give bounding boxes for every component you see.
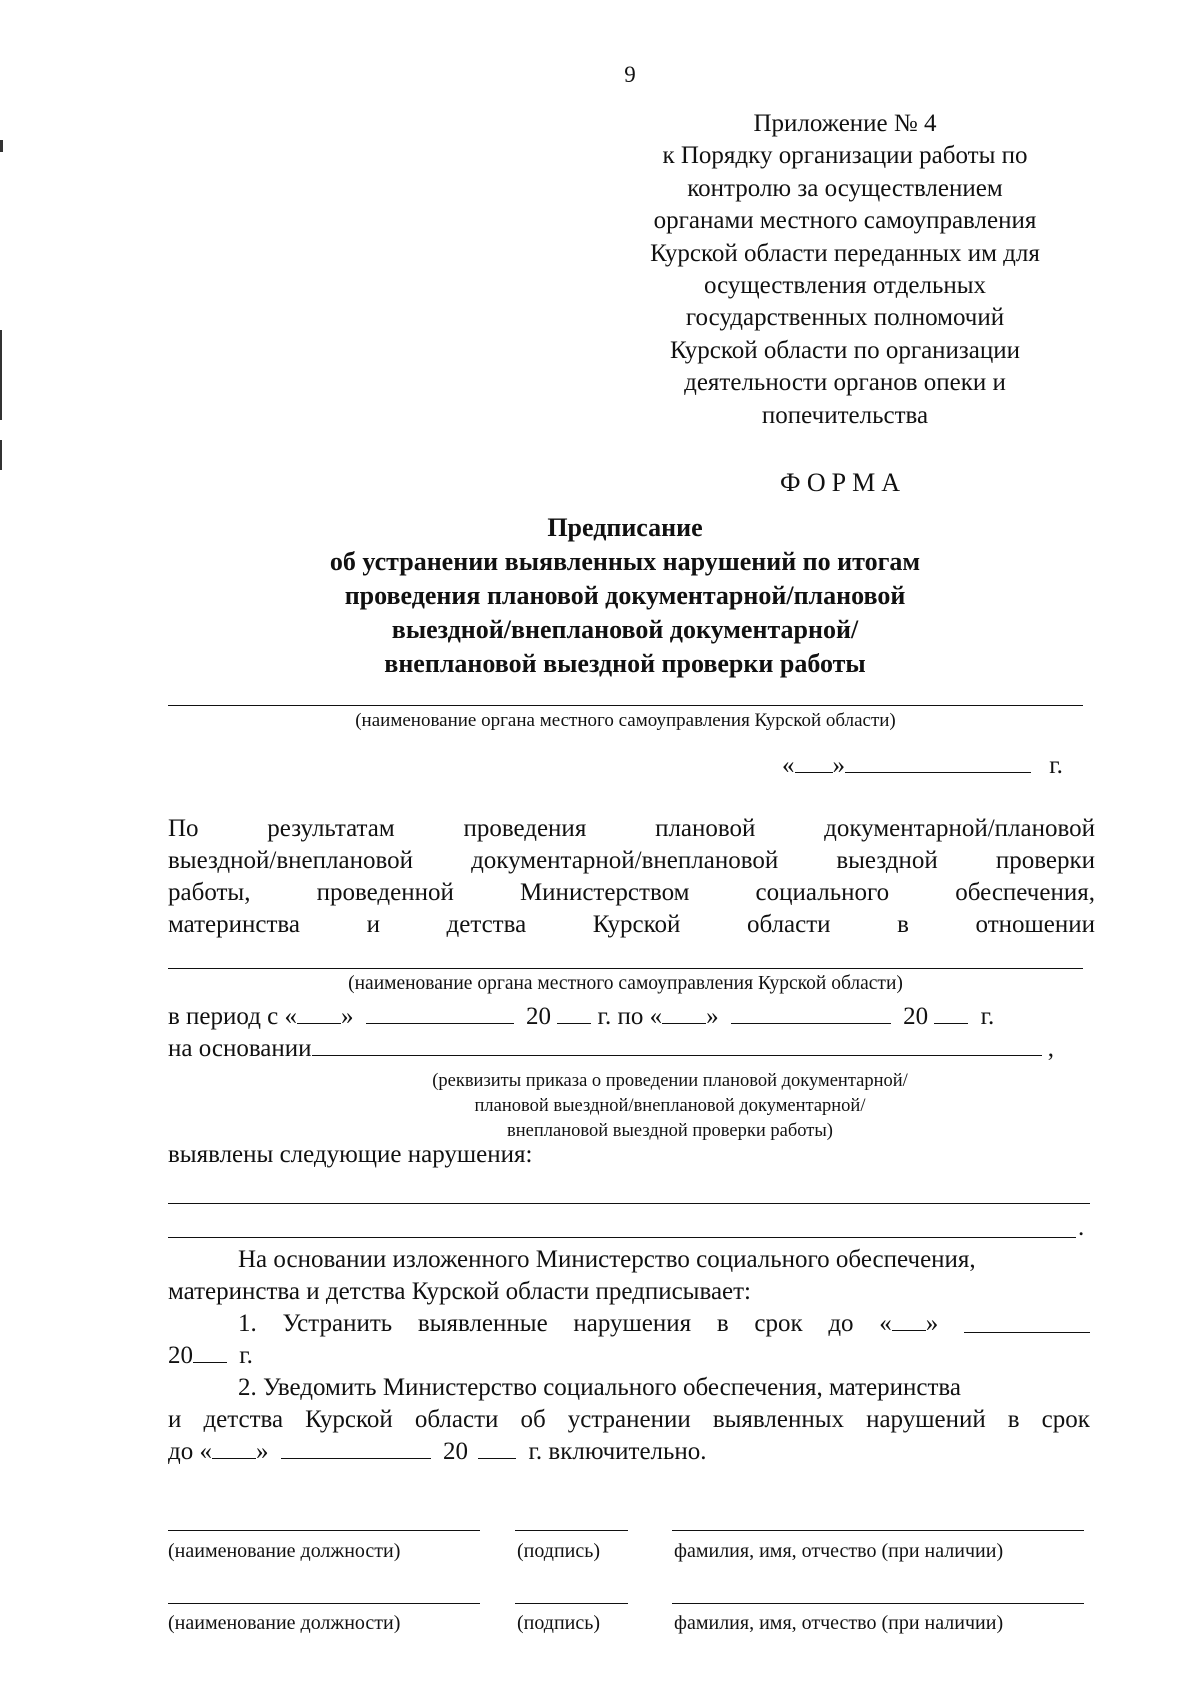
signature-sign-caption: (подпись) bbox=[517, 1540, 601, 1562]
basis-caption-line: внеплановой выездной проверки работы) bbox=[507, 1121, 833, 1141]
item-1-year-line bbox=[168, 1342, 253, 1370]
item-2-word: срок bbox=[1041, 1406, 1090, 1433]
date-month-year-field[interactable] bbox=[845, 771, 1031, 773]
signature-name-caption-2: фамилия, имя, отчество (при наличии) bbox=[674, 1612, 1004, 1634]
period-from-month-field[interactable] bbox=[366, 1022, 514, 1024]
period-from-day-field[interactable] bbox=[297, 1022, 341, 1024]
item-1-close-quote: » bbox=[925, 1310, 939, 1337]
basis-caption-line: плановой выездной/внеплановой документарной/ bbox=[474, 1096, 866, 1116]
date-line bbox=[782, 752, 1063, 780]
item-1-date bbox=[879, 1310, 938, 1338]
period-to-day-field[interactable] bbox=[662, 1022, 706, 1024]
item-1-word: Устранить bbox=[282, 1310, 393, 1337]
body-word: плановой bbox=[655, 815, 756, 842]
item-2-word: устранении bbox=[567, 1406, 691, 1433]
signature-position-field[interactable] bbox=[168, 1530, 480, 1531]
item-2-word: детства bbox=[203, 1406, 284, 1433]
title-line: выездной/внеплановой документарной/ bbox=[391, 615, 859, 644]
body-word: материнства bbox=[168, 911, 300, 938]
item-2-word: выявленных bbox=[712, 1406, 845, 1433]
period-year-1: 20 bbox=[526, 1003, 552, 1030]
signature-name-field[interactable] bbox=[672, 1530, 1084, 1531]
body-word: выездной bbox=[836, 847, 938, 874]
item-2-prefix: до « bbox=[168, 1438, 212, 1465]
period-to-year-field[interactable] bbox=[934, 1022, 968, 1024]
page-number: 9 bbox=[624, 62, 636, 87]
appendix-line: осуществления отдельных bbox=[703, 272, 987, 300]
appendix-line: Курской области по организации bbox=[669, 336, 1021, 364]
body-line-4 bbox=[168, 911, 1095, 939]
period-close-quote-2: » bbox=[706, 1003, 719, 1030]
signature-name-caption: фамилия, имя, отчество (при наличии) bbox=[674, 1540, 1004, 1562]
period-from-year-field[interactable] bbox=[557, 1022, 591, 1024]
body-word: в bbox=[897, 911, 909, 938]
signature-position-caption: (наименование должности) bbox=[168, 1540, 401, 1562]
org-name-caption: (наименование органа местного самоуправления Курской области) bbox=[355, 710, 896, 731]
signature-name-field-2[interactable] bbox=[672, 1603, 1084, 1604]
appendix-line: к Порядку организации работы по bbox=[662, 142, 1028, 170]
body-word: документарной/внеплановой bbox=[471, 847, 779, 874]
body-word: проведенной bbox=[316, 879, 454, 906]
scan-mark bbox=[0, 440, 2, 470]
item-2-year: 20 bbox=[442, 1438, 468, 1465]
signature-sign-field[interactable] bbox=[515, 1530, 628, 1531]
item-2-close-quote: » bbox=[255, 1438, 269, 1465]
item-1-year-suffix: г. bbox=[239, 1342, 253, 1369]
appendix-line: Курской области переданных им для bbox=[650, 239, 1040, 267]
item-2-word: об bbox=[520, 1406, 546, 1433]
appendix-line: государственных полномочий bbox=[685, 304, 1005, 332]
scan-mark bbox=[0, 330, 2, 420]
item-1-open-quote: « bbox=[879, 1310, 892, 1337]
prescribes-line-2: материнства и детства Курской области предписывает: bbox=[168, 1278, 752, 1305]
violations-label: выявлены следующие нарушения: bbox=[168, 1141, 533, 1168]
appendix-line: деятельности органов опеки и bbox=[684, 369, 1006, 397]
item-2-year-field[interactable] bbox=[478, 1457, 516, 1459]
form-label: ФОРМА bbox=[780, 468, 906, 497]
org-name-field-2[interactable] bbox=[168, 968, 1083, 969]
item-1-word: в bbox=[716, 1310, 729, 1337]
appendix-line: Приложение № 4 bbox=[753, 110, 937, 137]
body-line-3 bbox=[168, 879, 1095, 907]
org-name-caption-2: (наименование органа местного самоуправления Курской области) bbox=[348, 973, 903, 994]
item-2-word: нарушений bbox=[866, 1406, 986, 1433]
basis-line bbox=[168, 1035, 1054, 1063]
body-word: и bbox=[366, 911, 380, 938]
body-line-1 bbox=[168, 815, 1095, 843]
body-word: работы, bbox=[168, 879, 251, 906]
basis-caption bbox=[320, 1069, 1020, 1144]
item-2-month-field[interactable] bbox=[281, 1457, 431, 1459]
item-1-word: до bbox=[828, 1310, 854, 1337]
violations-field-1[interactable] bbox=[168, 1203, 1090, 1204]
body-word: выездной/внеплановой bbox=[168, 847, 413, 874]
item-2-day-field[interactable] bbox=[212, 1457, 256, 1459]
item-2-line-2 bbox=[168, 1406, 1090, 1434]
item-2-word: Курской bbox=[305, 1406, 393, 1433]
item-2-word: в bbox=[1007, 1406, 1020, 1433]
period-to-month-field[interactable] bbox=[731, 1022, 891, 1024]
period-year-2: 20 bbox=[903, 1003, 929, 1030]
date-year-suffix: г. bbox=[1049, 752, 1063, 779]
item-1-word: срок bbox=[754, 1310, 803, 1337]
title-line: об устранении выявленных нарушений по итогам bbox=[329, 547, 921, 576]
item-2-line-1: 2. Уведомить Министерство социального обеспечения, материнства bbox=[238, 1374, 961, 1401]
item-1-word: выявленные bbox=[417, 1310, 548, 1337]
body-word: Министерством bbox=[519, 879, 690, 906]
item-2-line-3 bbox=[168, 1438, 707, 1466]
appendix-line: контролю за осуществлением bbox=[687, 174, 1003, 202]
signature-position-caption-2: (наименование должности) bbox=[168, 1612, 401, 1634]
title-line: внеплановой выездной проверки работы bbox=[384, 649, 866, 678]
body-line-2 bbox=[168, 847, 1095, 875]
date-open-quote: « bbox=[782, 752, 795, 779]
period-mid: г. по « bbox=[597, 1003, 663, 1030]
appendix-header bbox=[580, 108, 1110, 432]
title-line: Предписание bbox=[547, 513, 703, 542]
document-title bbox=[250, 511, 1000, 681]
title-line: проведения плановой документарной/плановой bbox=[344, 581, 906, 610]
item-2-word: и bbox=[168, 1406, 182, 1433]
item-1-day-field[interactable] bbox=[892, 1329, 926, 1331]
body-word: документарной/плановой bbox=[824, 815, 1095, 842]
violations-end: . bbox=[1078, 1214, 1085, 1241]
period-prefix: в период с « bbox=[168, 1003, 298, 1030]
body-word: По bbox=[168, 815, 199, 842]
appendix-line: попечительства bbox=[761, 401, 929, 429]
body-word: социального bbox=[755, 879, 890, 906]
signature-sign-field-2[interactable] bbox=[515, 1603, 628, 1604]
item-1-year-field[interactable] bbox=[193, 1361, 227, 1363]
item-1-word: нарушения bbox=[573, 1310, 692, 1337]
item-2-word: области bbox=[414, 1406, 499, 1433]
date-day-field[interactable] bbox=[795, 771, 833, 773]
signature-position-field-2[interactable] bbox=[168, 1603, 480, 1604]
body-word: обеспечения, bbox=[955, 879, 1095, 906]
item-1-line bbox=[238, 1310, 1090, 1338]
body-word: детства bbox=[446, 911, 527, 938]
period-line bbox=[168, 1003, 994, 1031]
item-2-suffix: г. включительно. bbox=[528, 1438, 707, 1465]
org-name-field[interactable] bbox=[168, 705, 1083, 706]
basis-field[interactable] bbox=[312, 1054, 1042, 1056]
prescribes-line-1: На основании изложенного Министерство социального обеспечения, bbox=[238, 1246, 976, 1273]
body-word: области bbox=[746, 911, 831, 938]
period-suffix: г. bbox=[980, 1003, 995, 1030]
date-close-quote: » bbox=[832, 752, 845, 779]
signature-sign-caption-2: (подпись) bbox=[517, 1612, 601, 1634]
basis-caption-line: (реквизиты приказа о проведении плановой документарной/ bbox=[432, 1071, 908, 1091]
item-1-month-field[interactable] bbox=[964, 1331, 1090, 1333]
period-close-quote: » bbox=[341, 1003, 354, 1030]
body-word: проведения bbox=[463, 815, 587, 842]
body-word: отношении bbox=[975, 911, 1095, 938]
item-1-word: 1. bbox=[238, 1310, 257, 1337]
appendix-line: органами местного самоуправления bbox=[653, 207, 1037, 235]
body-word: Курской bbox=[592, 911, 681, 938]
scan-mark bbox=[0, 140, 3, 152]
item-1-year: 20 bbox=[168, 1342, 193, 1369]
body-word: проверки bbox=[995, 847, 1095, 874]
basis-end: , bbox=[1047, 1035, 1055, 1062]
basis-label: на основании bbox=[168, 1035, 312, 1062]
body-word: результатам bbox=[267, 815, 395, 842]
violations-field-2[interactable] bbox=[168, 1237, 1076, 1238]
